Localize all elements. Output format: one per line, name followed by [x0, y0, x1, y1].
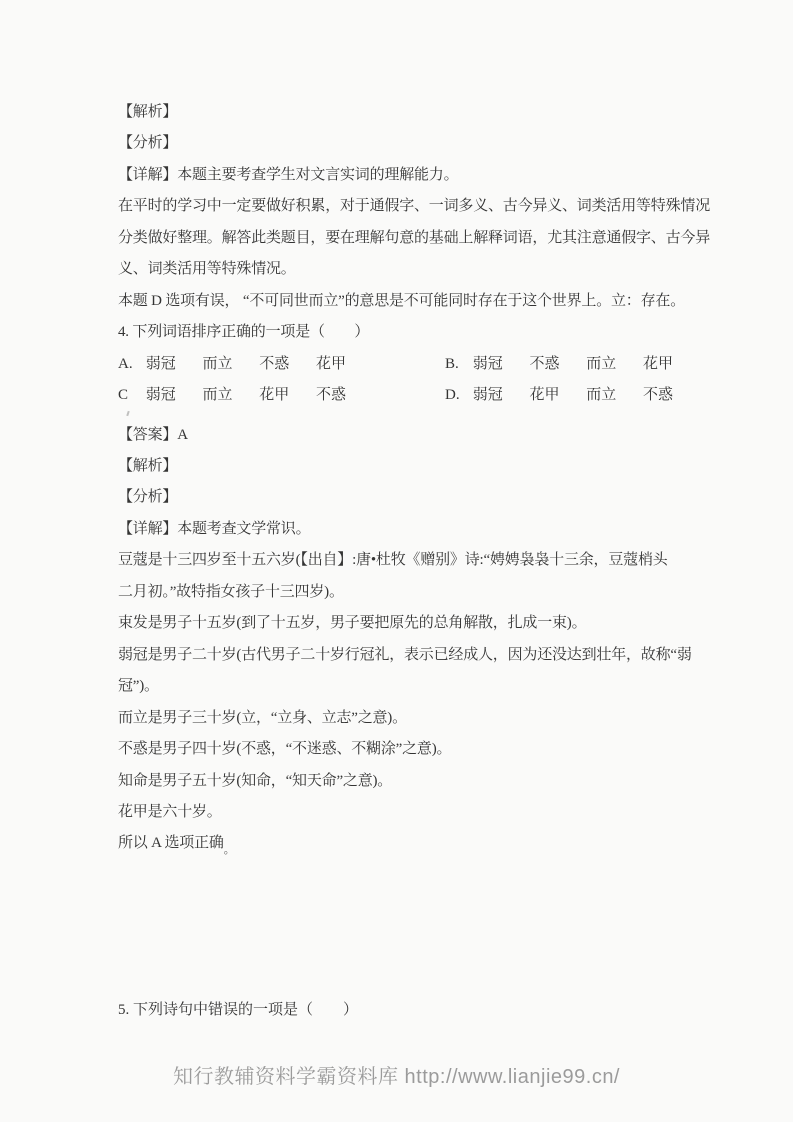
option-a-word: 弱冠: [145, 355, 176, 372]
document-content: [118, 97, 711, 867]
option-d-word: 而立: [586, 387, 617, 404]
question5-stem: 5. 下列诗句中错误的一项是（ ）: [118, 1002, 359, 1018]
option-row-1: [118, 349, 698, 380]
conclusion-period: 。: [223, 844, 235, 857]
option-b-word: 花甲: [643, 355, 674, 372]
option-b-word: 不惑: [529, 355, 560, 372]
question4-stem: 4. 下列词语排序正确的一项是（ ）: [118, 324, 370, 341]
option-b-word: 弱冠: [472, 355, 503, 372]
option-b-word: 而立: [586, 355, 617, 372]
explanation-line: 知命是男子五十岁(知命，“知天命”之意)。: [118, 772, 393, 789]
option-d-word: 不惑: [643, 387, 674, 404]
explanation-line: 弱冠是男子二十岁(古代男子二十岁行冠礼，表示已经成人，因为还没达到壮年，故称“弱: [118, 646, 692, 663]
explanation-line: 而立是男子三十岁(立，“立身、立志”之意)。: [118, 709, 407, 726]
analysis-xiangjie: 【详解】本题主要考查学生对文言实词的理解能力。: [118, 166, 459, 183]
conclusion-text: 所以 A 选项正确: [118, 835, 224, 852]
question4-answer: 【答案】A: [118, 426, 188, 443]
question4-xiangjie: 【详解】本题考查文学常识。: [118, 520, 311, 537]
explanation-line: 冠”)。: [118, 678, 159, 695]
option-d: [445, 380, 772, 411]
option-c-word: 弱冠: [145, 387, 176, 404]
option-d-label: D.: [445, 387, 460, 404]
explanation-line: 二月初。”故特指女孩子十三四岁)。: [118, 583, 344, 600]
option-a-word: 不惑: [259, 355, 290, 372]
option-a: [118, 349, 445, 380]
option-c: [118, 380, 445, 411]
analysis-note-d: 本题 D 选项有误， “不可同世而立”的意思是不可能同时存在于这个世界上。立：存在。: [118, 292, 686, 309]
option-c-word: 花甲: [259, 387, 290, 404]
option-c-word: 而立: [202, 387, 233, 404]
option-d-word: 花甲: [529, 387, 560, 404]
explanation-line: 束发是男子十五岁(到了十五岁，男子要把原先的总角解散，扎成一束)。: [118, 615, 587, 632]
option-b: [445, 349, 772, 380]
option-a-word: 而立: [202, 355, 233, 372]
option-c-label: C: [118, 387, 129, 404]
analysis-tag-fenxi: 【分析】: [118, 135, 178, 152]
analysis-body-line: 义、词类活用等特殊情况。: [118, 261, 296, 278]
explanation-line: 不惑是男子四十岁(不惑，“不迷惑、不糊涂”之意)。: [118, 741, 452, 758]
question4-tag-fenxi: 【分析】: [118, 489, 178, 506]
question4-conclusion: [118, 828, 698, 866]
option-row-2: [118, 380, 698, 411]
question4-tag-jiexi: 【解析】: [118, 457, 178, 474]
analysis-body-line: 在平时的学习中一定要做好积累，对于通假字、一词多义、古今异义、词类活用等特殊情况: [118, 198, 711, 215]
analysis-tag-jiexi: 【解析】: [118, 104, 178, 120]
option-d-word: 弱冠: [472, 387, 503, 404]
explanation-line: 花甲是六十岁。: [118, 803, 222, 820]
option-a-label: A.: [118, 355, 133, 372]
option-c-word: 不惑: [316, 387, 347, 404]
option-a-word: 花甲: [316, 355, 347, 372]
option-b-label: B.: [445, 355, 459, 372]
explanation-line: 豆蔻是十三四岁至十五六岁(【出自】:唐•杜牧《赠别》诗:“娉娉袅袅十三余，豆蔻梢头: [118, 552, 668, 569]
footer-watermark: 知行教辅资料学霸资料库 http://www.lianjie99.cn/: [173, 1066, 620, 1088]
analysis-body-line: 分类做好整理。解答此类题目，要在理解句意的基础上解释词语，尤其注意通假字、古今异: [118, 229, 711, 246]
stray-ink-mark: [126, 411, 129, 416]
